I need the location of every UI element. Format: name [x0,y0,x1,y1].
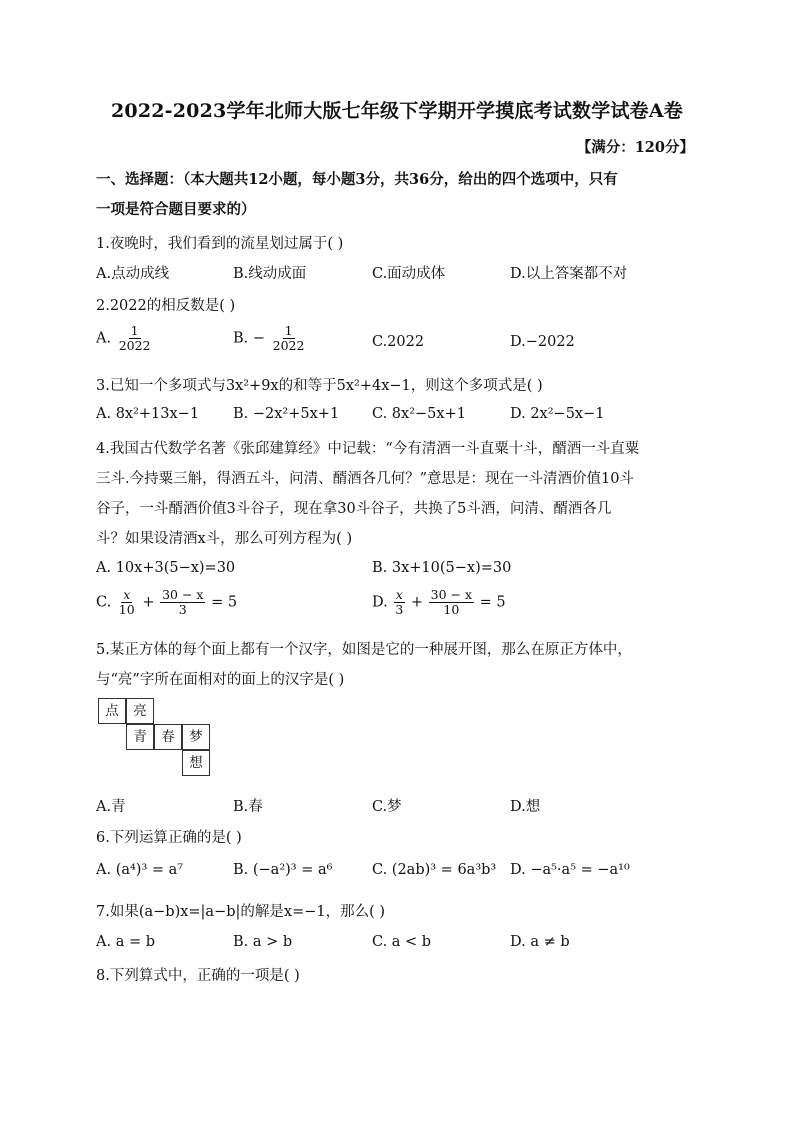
q3-option-d: D. 2x²−5x−1 [510,406,605,422]
q1-option-a: A.点动成线 [96,266,170,282]
q6-option-a: A. (a⁴)³ = a⁷ [96,862,184,878]
q3-options [96,406,706,430]
q5-line1: 5.某正方体的每个面上都有一个汉字，如图是它的一种展开图，那么在原正方体中， [96,642,632,658]
q4-option-c [96,588,237,617]
q4-d-plus: + [410,594,424,611]
q2-b-fraction [271,324,307,353]
q4-d-den1: 3 [395,601,404,617]
q3-stem: 3.已知一个多项式与3x²+9x的和等于5x²+4x−1，则这个多项式是( ) [96,378,543,394]
q5-options [96,795,706,819]
q4-line2: 三斗.今持粟三斛，得酒五斗，问清、醑酒各几何？”意思是：现在一斗清酒价值10斗 [96,471,634,487]
q4-line1: 4.我国古代数学名著《张邱建算经》中记载：“今有清酒一斗直粟十斗，醑酒一斗直粟 [96,441,640,457]
q5-option-c: C.梦 [372,799,402,815]
q6-option-b: B. (−a²)³ = a⁶ [233,862,333,878]
q7-stem: 7.如果(a−b)x=|a−b|的解是x=−1，那么( ) [96,904,386,920]
cube-net-figure [98,698,218,788]
q4-c-den1: 10 [118,601,135,617]
q4-c-plus: + [142,594,155,611]
net-cell-6: 想 [182,750,210,776]
q6-stem: 6.下列运算正确的是( ) [96,830,242,846]
q2-b-numerator: 1 [284,323,293,338]
q4-c-label: C. [96,594,112,611]
q4-c-num1: x [123,587,131,602]
net-cell-4: 春 [154,724,182,750]
q4-option-a: A. 10x+3(5−x)=30 [96,560,236,576]
q7-option-b: B. a > b [233,934,293,950]
q6-options [96,862,706,886]
net-cell-2: 亮 [126,698,154,724]
q4-d-num1: x [395,587,403,602]
net-cell-1: 点 [98,698,126,724]
q5-option-b: B.春 [233,799,263,815]
q8-stem: 8.下列算式中，正确的一项是( ) [96,968,300,984]
q2-a-label: A. [96,330,112,347]
q2-b-label: B. [233,330,249,347]
q1-option-d: D.以上答案都不对 [510,266,628,282]
q3-option-a: A. 8x²+13x−1 [96,406,200,422]
q4-option-d [372,588,506,617]
q5-option-a: A.青 [96,799,126,815]
q2-a-denominator: 2022 [118,337,151,353]
q3-option-c: C. 8x²−5x+1 [372,406,466,422]
q7-options [96,934,706,958]
full-score: 【满分：120分】 [576,139,694,156]
q4-c-equals: = 5 [211,594,238,611]
q4-d-den2: 10 [443,601,460,617]
q4-d-equals: = 5 [479,594,506,611]
q2-option-a [96,324,154,353]
q4-c-den2: 3 [178,601,187,617]
section-heading-line2: 一项是符合题目要求的） [96,201,256,218]
q7-option-d: D. a ≠ b [510,934,570,950]
q4-options-row1 [96,560,706,584]
q6-option-c: C. (2ab)³ = 6a³b³ [372,862,497,878]
q1-option-b: B.线动成面 [233,266,307,282]
q2-option-c: C.2022 [372,334,425,350]
net-cell-5: 梦 [182,724,210,750]
q2-b-sign: − [252,330,266,347]
q4-line4: 斗？如果设清酒x斗，那么可列方程为( ) [96,531,353,547]
q2-option-b [233,324,307,353]
q5-line2: 与“亮”字所在面相对的面上的汉字是( ) [96,672,345,688]
section-heading-line1: 一、选择题：（本大题共12小题，每小题3分，共36分，给出的四个选项中，只有 [96,171,618,188]
q4-c-fraction2 [160,588,205,617]
q4-d-label: D. [372,594,388,611]
exam-title: 2022-2023学年北师大版七年级下学期开学摸底考试数学试卷A卷 [111,100,683,122]
q2-a-numerator: 1 [130,323,139,338]
q4-line3: 谷子，一斗醑酒价值3斗谷子，现在拿30斗谷子，共换了5斗酒，问清、醑酒各几 [96,501,612,517]
q3-option-b: B. −2x²+5x+1 [233,406,340,422]
q6-option-d: D. −a⁵·a⁵ = −a¹⁰ [510,862,630,878]
q1-option-c: C.面动成体 [372,266,446,282]
q2-stem: 2.2022的相反数是( ) [96,298,236,314]
q5-option-d: D.想 [510,799,541,815]
q7-option-c: C. a < b [372,934,432,950]
q4-d-fraction1 [393,588,405,617]
q1-stem: 1.夜晚时，我们看到的流星划过属于( ) [96,236,344,252]
q2-b-denominator: 2022 [272,337,305,353]
q2-a-fraction [117,324,153,353]
q4-c-num2: 30 − x [162,587,204,602]
q2-option-d: D.−2022 [510,334,575,350]
q4-d-num2: 30 − x [430,587,473,602]
q4-c-fraction1 [117,588,137,617]
q2-options [96,324,706,364]
q1-options [96,262,706,286]
q7-option-a: A. a = b [96,934,155,950]
net-cell-3: 青 [126,724,154,750]
q4-options-row2 [96,588,706,630]
q4-d-fraction2 [429,588,474,617]
q4-option-b: B. 3x+10(5−x)=30 [372,560,512,576]
